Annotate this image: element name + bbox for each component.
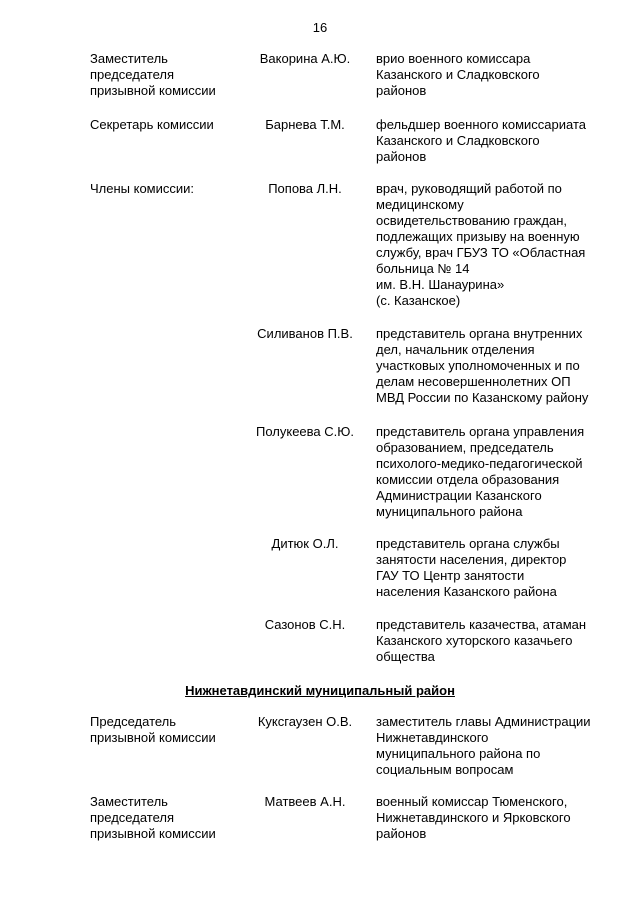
member-position: представитель казачества, атаман Казанского хуторского казачьего общества <box>376 617 587 664</box>
member-position: заместитель главы Администрации Нижнетавдинского муниципального района по социальным вопросам <box>376 714 591 777</box>
member-position: представитель органа управления образованием, председатель психолого-медико-педагогической комиссии отдела образования Администрации Казанского муниципального района <box>376 424 585 519</box>
member-position: фельдшер военного комиссариата Казанского и Сладковского районов <box>376 117 587 164</box>
member-name: Барнева Т.М. <box>265 117 345 132</box>
section-heading-text: Нижнетавдинский муниципальный район <box>185 683 455 698</box>
member-position: врио военного комиссара Казанского и Сладковского районов <box>376 51 540 98</box>
member-role: Заместитель председателя призывной комиссии <box>90 794 216 841</box>
member-role: Председатель призывной комиссии <box>90 714 216 745</box>
member-role: Секретарь комиссии <box>90 117 214 132</box>
member-name: Куксгаузен О.В. <box>257 714 353 729</box>
member-name: Вакорина А.Ю. <box>259 51 351 66</box>
member-position: представитель органа внутренних дел, начальник отделения участковых уполномоченных и по делам несовершеннолетних ОП МВД России по Казанскому району <box>376 326 589 405</box>
member-name: Полукеева С.Ю. <box>255 424 354 439</box>
member-position: представитель органа службы занятости населения, директор ГАУ ТО Центр занятости населения Казанского района <box>376 536 567 599</box>
member-name: Дитюк О.Л. <box>271 536 339 551</box>
member-position: врач, руководящий работой по медицинскому освидетельствованию граждан, подлежащих призыву на военную службу, врач ГБУЗ ТО «Областная больница № 14 им. В.Н. Шанаурина» (с. Казанское) <box>376 181 586 308</box>
member-name: Силиванов П.В. <box>257 326 353 341</box>
page-number: 16 <box>312 20 328 35</box>
member-name: Попова Л.Н. <box>268 181 342 196</box>
member-role: Заместитель председателя призывной комиссии <box>90 51 216 98</box>
member-position: военный комиссар Тюменского, Нижнетавдинского и Ярковского районов <box>376 794 571 841</box>
member-name: Матвеев А.Н. <box>264 794 346 809</box>
member-role: Члены комиссии: <box>90 181 195 196</box>
member-name: Сазонов С.Н. <box>264 617 346 632</box>
section-heading <box>0 683 640 699</box>
